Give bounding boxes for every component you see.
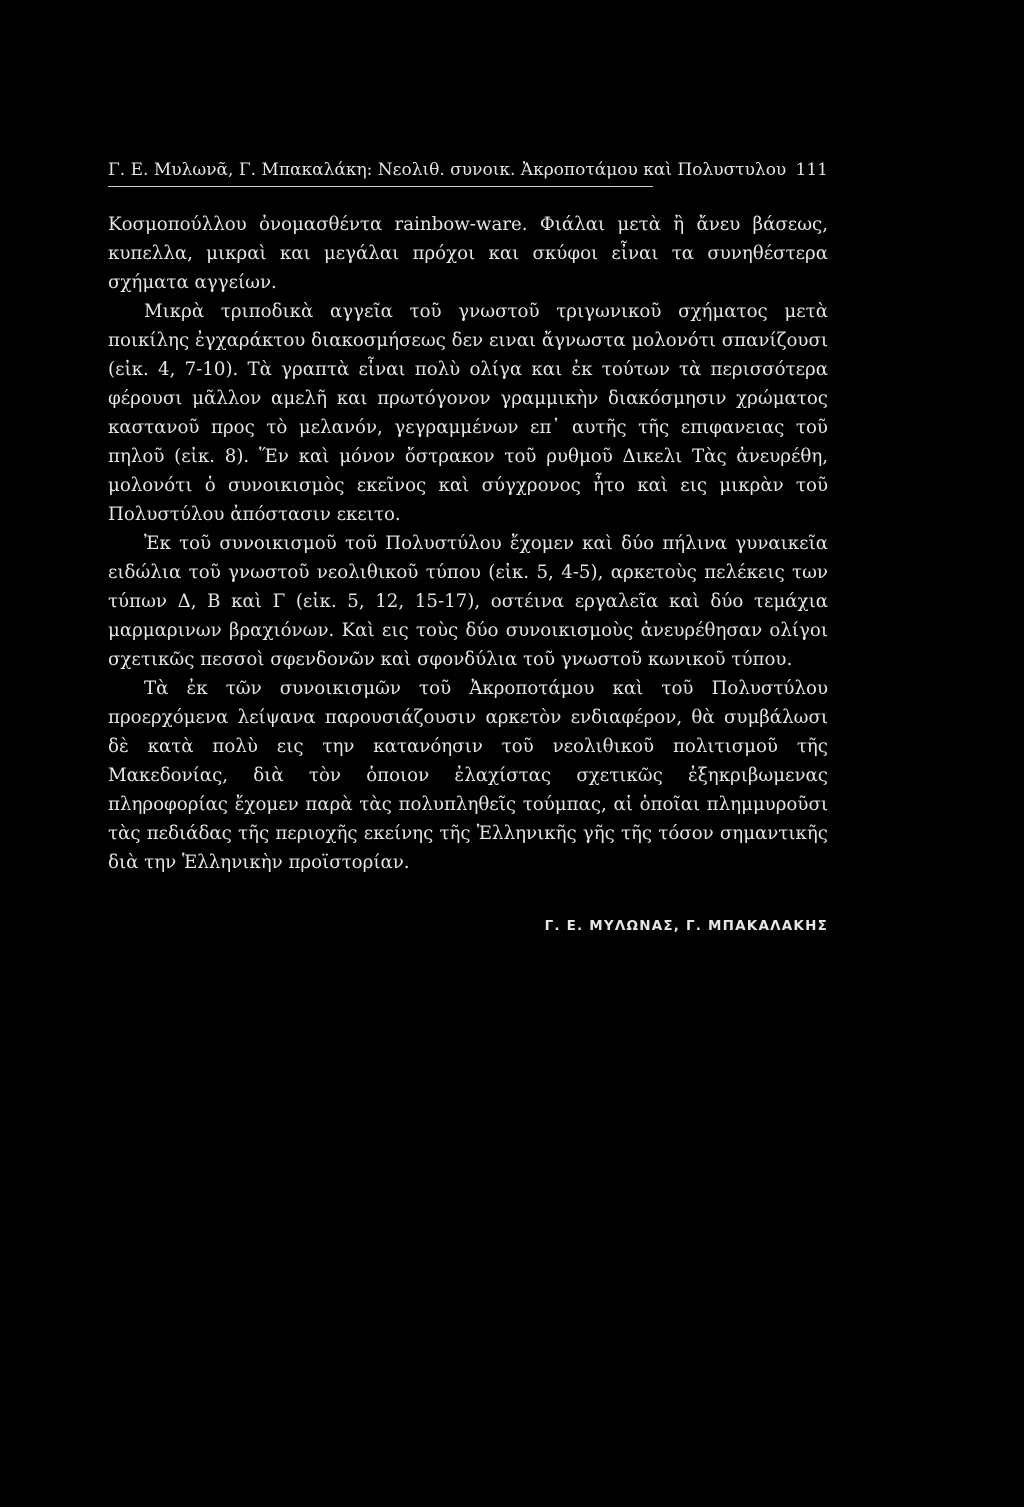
paragraph-4: Τὰ ἐκ τῶν συνοικισμῶν τοῦ Ἀκροποτάμου καὶ τοῦ Πολυστύλου προερχόμενα λείψανα παρουσιάζουσιν αρκετὸν ενδιαφέρον, θὰ συμβάλωσι δὲ κατὰ πολὺ εις την κατανόησιν τοῦ νεολιθικοῦ πολιτισμοῦ τῆς Μακεδονίας, διὰ τὸν ὁποιον ἐλαχίστας σχετικῶς ἐξηκριβωμενας πληροφορίας ἔχομεν παρὰ τὰς πολυπληθεῖς τούμπας, αἱ ὁποῖαι πλημμυροῦσι τὰς πεδιάδας τῆς περιοχῆς εκείνης τῆς Ἑλληνικῆς γῆς τῆς τόσον σημαντικῆς διὰ την Ἑλληνικὴν προϊστορίαν. [108,678,828,873]
paragraph-1: Κοσμοπούλλου ὀνομασθέντα rainbow-ware. Φιάλαι μετὰ ἢ ἄνευ βάσεως, κυπελλα, μικραὶ και μεγάλαι πρόχοι και σκύφοι εἶναι τα συνηθέστερα σχήματα αγγείων. [108,214,828,293]
running-head [108,159,828,181]
author-signature: Γ. Ε. ΜΥΛΩΝΑΣ, Γ. ΜΠΑΚΑΛΑΚΗΣ [544,918,828,934]
header-rule [108,186,653,187]
running-head-title: Γ. Ε. Μυλωνᾶ, Γ. Μπακαλάκη: Νεολιθ. συνοικ. Ἀκροποτάμου καὶ Πολυστυλου [108,160,787,180]
paragraph-2: Μικρὰ τριποδικὰ αγγεῖα τοῦ γνωστοῦ τριγωνικοῦ σχήματος μετὰ ποικίλης ἐγχαράκτου διακοσμήσεως δεν ειναι ἄγνωστα μολονότι σπανίζουσι (εἰκ. 4, 7-10). Τὰ γραπτὰ εἶναι πολὺ ολίγα και ἐκ τούτων τὰ περισσότερα φέρουσι μᾶλλον αμελῆ και πρωτόγονον γραμμικὴν διακόσμησιν χρώματος καστανοῦ προς τὸ μελανόν, γεγραμμένων επ᾽ αυτῆς τῆς επιφανειας τοῦ πηλοῦ (εἰκ. 8). Ἕν καὶ μόνον ὄστρακον τοῦ ρυθμοῦ Δικελι Τὰς ἀνευρέθη, μολονότι ὁ συνοικισμὸς εκεῖνος καὶ σύγχρονος ἦτο καὶ εις μικρὰν τοῦ Πολυστύλου ἀπόστασιν εκειτο. [108,301,828,525]
body-text [108,210,828,877]
paragraph-3: Ἐκ τοῦ συνοικισμοῦ τοῦ Πολυστύλου ἔχομεν καὶ δύο πήλινα γυναικεῖα ειδώλια τοῦ γνωστοῦ νεολιθικοῦ τύπου (εἰκ. 5, 4-5), αρκετοὺς πελέκεις των τύπων Δ, Β καὶ Γ (εἰκ. 5, 12, 15-17), οστέινα εργαλεῖα καὶ δύο τεμάχια μαρμαρινων βραχιόνων. Καὶ εις τοὺς δύο συνοικισμοὺς ἀνευρέθησαν ολίγοι σχετικῶς πεσσοὶ σφενδονῶν καὶ σφονδύλια τοῦ γνωστοῦ κωνικοῦ τύπου. [108,533,828,670]
page-number: 111 [795,160,828,180]
